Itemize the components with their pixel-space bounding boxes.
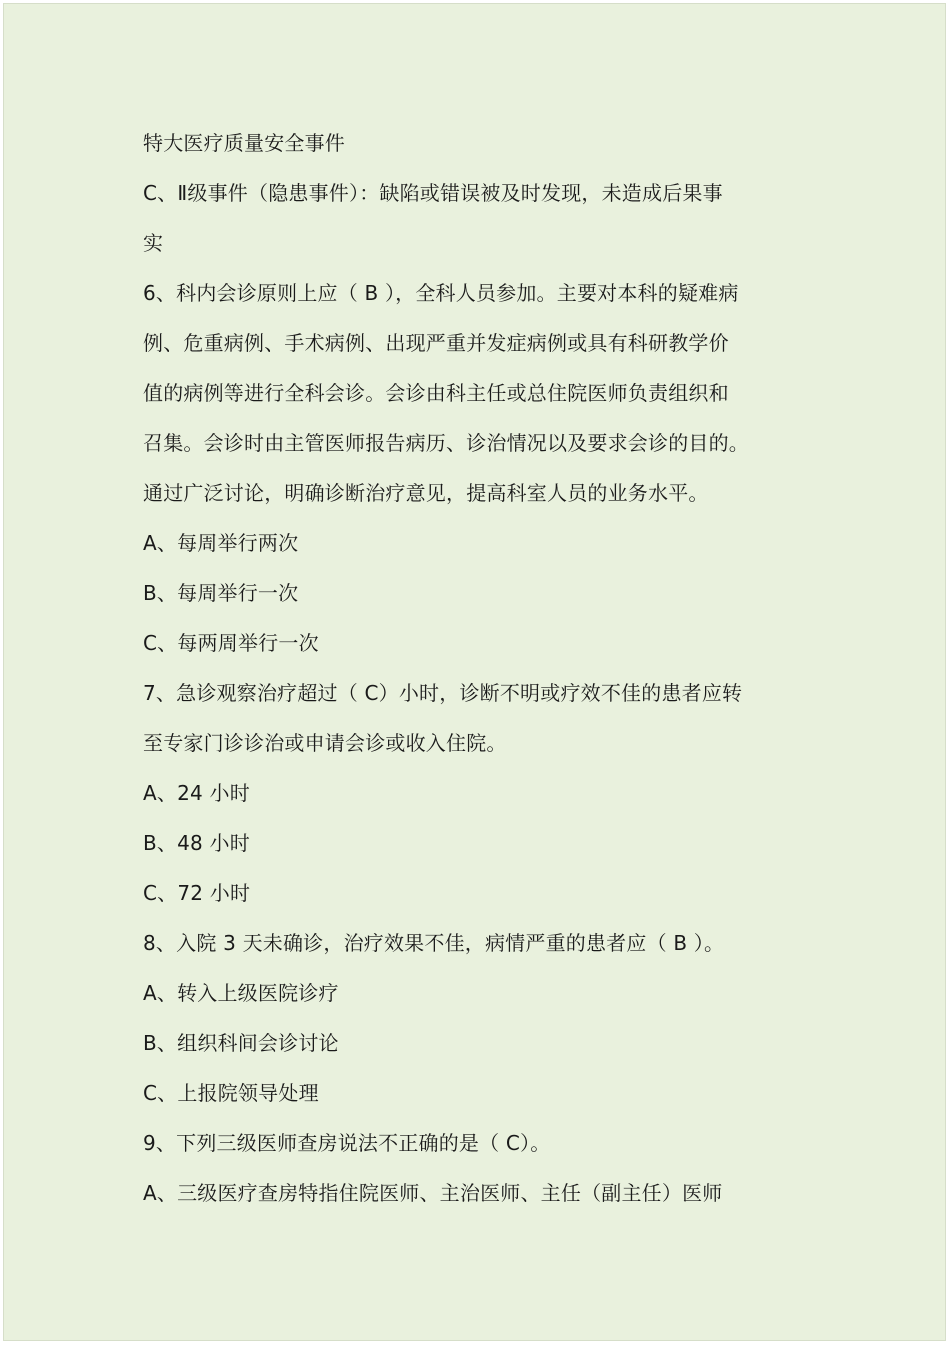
option-a: A、24 小时 <box>143 781 250 805</box>
option-a: A、每周举行两次 <box>143 531 299 555</box>
question-8: 8、入院 3 天未确诊，治疗效果不佳，病情严重的患者应（ B ）。 <box>143 931 725 955</box>
text-line: 召集。会诊时由主管医师报告病历、诊治情况以及要求会诊的目的。 <box>143 431 749 455</box>
option-a: A、三级医疗查房特指住院医师、主治医师、主任（副主任）医师 <box>143 1181 723 1205</box>
text-line: 特大医疗质量安全事件 <box>143 131 345 155</box>
question-7: 7、急诊观察治疗超过（ C）小时，诊断不明或疗效不佳的患者应转 <box>143 681 743 705</box>
question-9: 9、下列三级医师查房说法不正确的是（ C）。 <box>143 1131 551 1155</box>
question-6: 6、科内会诊原则上应（ B ），全科人员参加。主要对本科的疑难病 <box>143 281 739 305</box>
text-line: 至专家门诊诊治或申请会诊或收入住院。 <box>143 731 507 755</box>
option-b: B、组织科间会诊讨论 <box>143 1031 339 1055</box>
text-line: C、Ⅱ级事件（隐患事件）：缺陷或错误被及时发现，未造成后果事 <box>143 181 723 205</box>
option-c: C、上报院领导处理 <box>143 1081 319 1105</box>
option-c: C、每两周举行一次 <box>143 631 319 655</box>
option-b: B、48 小时 <box>143 831 250 855</box>
option-a: A、转入上级医院诊疗 <box>143 981 339 1005</box>
option-b: B、每周举行一次 <box>143 581 299 605</box>
text-line: 值的病例等进行全科会诊。会诊由科主任或总住院医师负责组织和 <box>143 381 729 405</box>
text-line: 实 <box>143 231 164 255</box>
text-line: 通过广泛讨论，明确诊断治疗意见，提高科室人员的业务水平。 <box>143 481 709 505</box>
text-line: 例、危重病例、手术病例、出现严重并发症病例或具有科研教学价 <box>143 331 729 355</box>
option-c: C、72 小时 <box>143 881 251 905</box>
